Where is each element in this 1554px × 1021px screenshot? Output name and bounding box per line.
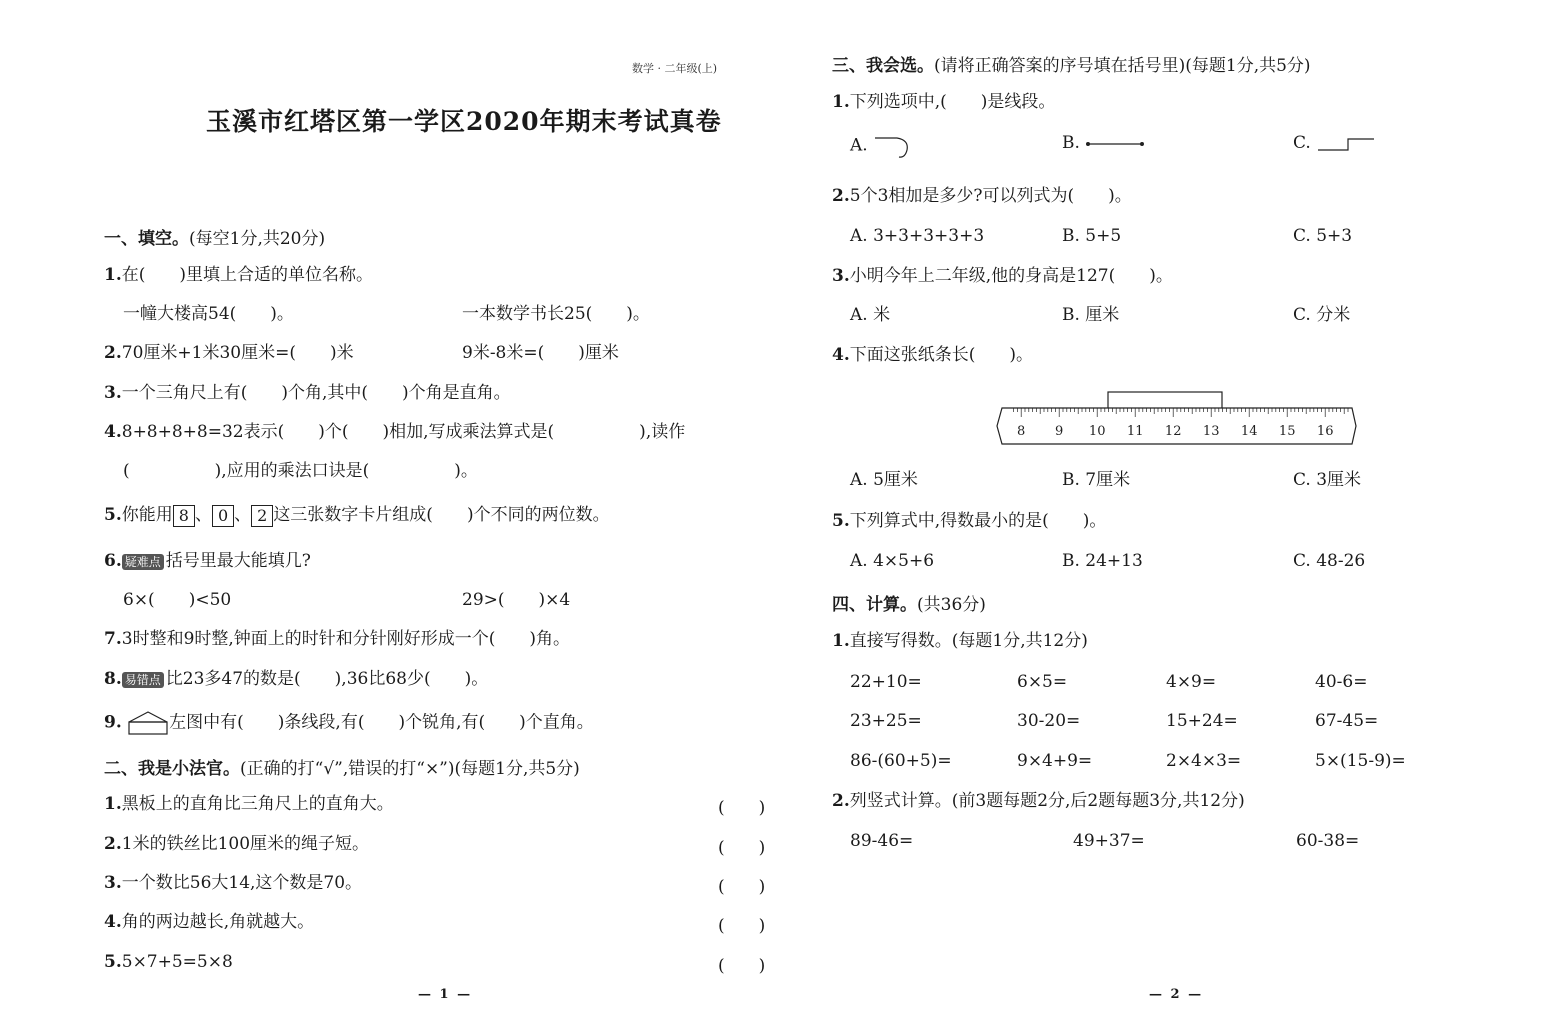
q1-2-a — [104, 342, 354, 364]
question-text: 在( )里填上合适的单位名称。 — [121, 265, 374, 285]
q1-6-a: 6×( )<50 — [123, 590, 232, 610]
q1-4-line1 — [104, 421, 685, 443]
calc-item: 4×9= — [1166, 672, 1217, 692]
question-number: 4. — [104, 912, 122, 932]
question-number: 1. — [832, 92, 850, 112]
calc-item: 22+10= — [850, 672, 922, 692]
answer-box[interactable]: ( ) — [718, 956, 766, 976]
question-text: 这三张数字卡片组成( )个不同的两位数。 — [273, 505, 610, 525]
answer-box[interactable]: ( ) — [718, 916, 766, 936]
question-text: 黑板上的直角比三角尺上的直角大。 — [121, 794, 394, 814]
ruler-label: 16 — [1316, 424, 1334, 439]
s3-q5 — [832, 510, 1106, 532]
question-number: 1. — [832, 631, 850, 651]
q1-5 — [104, 504, 610, 527]
line-segment-figure — [1085, 138, 1145, 150]
ruler-label: 13 — [1202, 424, 1220, 439]
option-b: B. 厘米 — [1062, 305, 1120, 325]
judge-item — [104, 833, 369, 855]
ruler-label: 12 — [1164, 424, 1182, 439]
option-c: C. 48-26 — [1293, 551, 1366, 571]
question-text: 列竖式计算。(前3题每题2分,后2题每题3分,共12分) — [849, 791, 1245, 811]
option-label: B. — [1062, 133, 1080, 153]
section2-note: (正确的打“√”,错误的打“×”)(每题1分,共5分) — [240, 759, 580, 779]
question-text: 一个三角尺上有( )个角,其中( )个角是直角。 — [121, 383, 511, 403]
judge-item — [104, 911, 314, 933]
calc-item: 30-20= — [1017, 711, 1081, 731]
number-card: 2 — [251, 505, 273, 527]
option-label: C. — [1293, 133, 1311, 153]
section3-header — [832, 51, 1311, 76]
vertical-calc-item: 89-46= — [850, 831, 914, 851]
section1-note: (每空1分,共20分) — [189, 229, 326, 249]
difficulty-tag: 疑难点 — [122, 554, 164, 570]
subject-header: 数学 · 二年级(上) — [632, 62, 718, 75]
question-number: 5. — [104, 505, 122, 525]
separator: 、 — [194, 505, 212, 525]
question-number: 7. — [104, 629, 122, 649]
section3-heading: 三、我会选。 — [832, 56, 934, 76]
s3-q4 — [832, 344, 1033, 366]
separator: 、 — [234, 505, 252, 525]
question-text: 下列算式中,得数最小的是( )。 — [849, 511, 1107, 531]
question-number: 1. — [104, 265, 122, 285]
ruler-label: 8 — [1017, 424, 1026, 439]
question-text: 5个3相加是多少?可以列式为( )。 — [849, 186, 1132, 206]
question-number: 1. — [104, 794, 122, 814]
question-text: 直接写得数。(每题1分,共12分) — [849, 631, 1088, 651]
question-number: 4. — [104, 422, 122, 442]
option-c: C. 5+3 — [1293, 226, 1353, 246]
question-text: 左图中有( )条线段,有( )个锐角,有( )个直角。 — [169, 712, 594, 733]
number-card: 0 — [212, 505, 234, 527]
question-text: 3时整和9时整,钟面上的时针和分针刚好形成一个( )角。 — [121, 629, 571, 649]
ruler-label: 11 — [1126, 424, 1144, 439]
option-c: C. 3厘米 — [1293, 470, 1362, 490]
calc-item: 23+25= — [850, 711, 922, 731]
calc-item: 6×5= — [1017, 672, 1068, 692]
question-number: 2. — [104, 834, 122, 854]
q1-8 — [104, 668, 488, 690]
question-number: 2. — [832, 186, 850, 206]
question-text: 5×7+5=5×8 — [121, 952, 233, 972]
number-card: 8 — [173, 505, 195, 527]
option-b: B. 24+13 — [1062, 551, 1143, 571]
page-number-right: — 2 — — [1149, 987, 1204, 1002]
vertical-calc-item: 60-38= — [1296, 831, 1360, 851]
calc-item: 86-(60+5)= — [850, 751, 952, 771]
q1-2-b: 9米-8米=( )厘米 — [462, 343, 619, 363]
s4-p2 — [832, 790, 1245, 812]
question-number: 2. — [104, 343, 122, 363]
question-number: 6. — [104, 551, 122, 571]
section2-header — [104, 754, 580, 779]
question-text: 8+8+8+8=32表示( )个( )相加,写成乘法算式是( ),读作 — [121, 422, 686, 442]
question-number: 3. — [104, 383, 122, 403]
question-number: 9. — [104, 712, 122, 733]
curve-line-figure — [873, 132, 913, 160]
q1-9 — [104, 710, 594, 736]
question-text: 小明今年上二年级,他的身高是127( )。 — [849, 266, 1173, 286]
option-label: A. — [850, 135, 868, 156]
ruler-figure — [994, 388, 1360, 448]
question-text: 比23多47的数是( ),36比68少( )。 — [165, 669, 489, 689]
ruler-label: 10 — [1088, 424, 1106, 439]
ruler-label: 14 — [1240, 424, 1258, 439]
vertical-calc-item: 49+37= — [1073, 831, 1145, 851]
calc-item: 15+24= — [1166, 711, 1238, 731]
broken-line-figure — [1316, 135, 1376, 153]
question-text: 你能用 — [121, 505, 173, 525]
s3-q2 — [832, 185, 1132, 207]
question-number: 4. — [832, 345, 850, 365]
q1-7 — [104, 628, 570, 650]
q1-6 — [104, 550, 311, 572]
question-text: 1米的铁丝比100厘米的绳子短。 — [121, 834, 370, 854]
judge-item — [104, 951, 233, 973]
answer-box[interactable]: ( ) — [718, 798, 766, 818]
page-right — [777, 0, 1554, 1021]
option-c — [1293, 132, 1376, 154]
s3-q3 — [832, 265, 1173, 287]
q1-1-a: 一幢大楼高54( )。 — [123, 304, 294, 324]
q1-1 — [104, 264, 373, 286]
option-a: A. 3+3+3+3+3 — [850, 226, 985, 246]
question-number: 3. — [104, 873, 122, 893]
question-number: 2. — [832, 791, 850, 811]
q1-4-line2: ( ),应用的乘法口诀是( )。 — [123, 461, 478, 481]
question-text: 下面这张纸条长( )。 — [849, 345, 1034, 365]
page-number-left: — 1 — — [418, 987, 473, 1002]
question-number: 5. — [104, 952, 122, 972]
s4-p1 — [832, 630, 1088, 652]
question-text: 下列选项中,( )是线段。 — [849, 92, 1056, 112]
section1-header — [104, 224, 325, 249]
judge-item — [104, 872, 362, 894]
option-a: A. 5厘米 — [850, 470, 918, 490]
section4-note: (共36分) — [917, 595, 986, 615]
q1-1-b: 一本数学书长25( )。 — [462, 304, 650, 324]
section4-header — [832, 590, 986, 615]
question-number: 3. — [832, 266, 850, 286]
ruler-label: 9 — [1055, 424, 1064, 439]
question-text: 70厘米+1米30厘米=( )米 — [121, 343, 354, 363]
calc-item: 9×4+9= — [1017, 751, 1093, 771]
question-number: 8. — [104, 669, 122, 689]
question-text: 一个数比56大14,这个数是70。 — [121, 873, 363, 893]
ruler-label: 15 — [1278, 424, 1296, 439]
calc-item: 5×(15-9)= — [1315, 751, 1406, 771]
house-shape-figure — [127, 710, 169, 736]
section2-heading: 二、我是小法官。 — [104, 759, 240, 779]
calc-item: 40-6= — [1315, 672, 1368, 692]
calc-item: 2×4×3= — [1166, 751, 1242, 771]
option-b: B. 5+5 — [1062, 226, 1122, 246]
exam-title: 玉溪市红塔区第一学区2020年期末考试真卷 — [206, 107, 722, 136]
question-text: 括号里最大能填几? — [165, 551, 311, 571]
option-a: A. 4×5+6 — [850, 551, 935, 571]
option-c: C. 分米 — [1293, 305, 1351, 325]
question-text: 角的两边越长,角就越大。 — [121, 912, 315, 932]
q1-6-b: 29>( )×4 — [462, 590, 571, 610]
calc-item: 67-45= — [1315, 711, 1379, 731]
option-a — [850, 132, 913, 160]
section1-heading: 一、填空。 — [104, 229, 189, 249]
option-b: B. 7厘米 — [1062, 470, 1131, 490]
answer-box[interactable]: ( ) — [718, 838, 766, 858]
answer-box[interactable]: ( ) — [718, 877, 766, 897]
question-number: 5. — [832, 511, 850, 531]
mistake-tag: 易错点 — [122, 672, 164, 688]
option-b — [1062, 132, 1145, 154]
section3-note: (请将正确答案的序号填在括号里)(每题1分,共5分) — [934, 56, 1311, 76]
s3-q1 — [832, 91, 1055, 113]
judge-item — [104, 793, 394, 815]
option-a: A. 米 — [850, 305, 891, 325]
q1-3 — [104, 382, 511, 404]
section4-heading: 四、计算。 — [832, 595, 917, 615]
